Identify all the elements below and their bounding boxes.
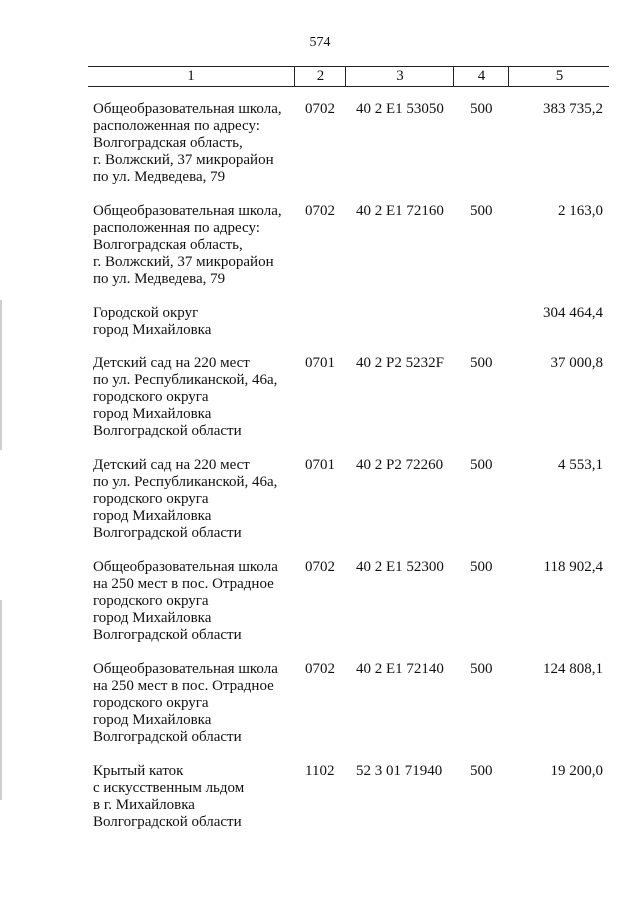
row-amount: 124 808,1 — [543, 661, 603, 677]
page-number: 574 — [309, 35, 331, 50]
row-section: 0701 — [305, 457, 335, 473]
header-col-1: 1 — [187, 68, 195, 84]
row-amount: 37 000,8 — [550, 355, 603, 371]
scan-edge-mark — [0, 300, 2, 450]
row-amount: 4 553,1 — [558, 457, 603, 473]
row-type: 500 — [470, 101, 493, 117]
header-col-2: 2 — [294, 67, 346, 86]
row-amount: 2 163,0 — [558, 203, 603, 219]
header-col-4: 4 — [453, 67, 509, 86]
row-code: 40 2 E1 72160 — [356, 203, 444, 219]
row-name: Общеобразовательная школа на 250 мест в пос. Отрадное городского округа город Михайловка Волгоградской области — [93, 559, 278, 643]
row-name: Детский сад на 220 мест по ул. Республиканской, 46а, городского округа город Михайловка Волгоградской области — [93, 457, 278, 541]
scan-edge-mark — [0, 600, 2, 800]
row-name: Городской округ город Михайловка — [93, 305, 212, 338]
row-type: 500 — [470, 661, 493, 677]
row-amount: 19 200,0 — [550, 763, 603, 779]
row-section: 0702 — [305, 559, 335, 575]
row-code: 40 2 P2 72260 — [356, 457, 444, 473]
table-header — [88, 66, 609, 87]
row-type: 500 — [470, 457, 493, 473]
row-code: 40 2 P2 5232F — [356, 355, 444, 371]
row-type: 500 — [470, 763, 493, 779]
header-col-5: 5 — [508, 67, 610, 86]
row-section: 0702 — [305, 661, 335, 677]
row-type: 500 — [470, 559, 493, 575]
row-code: 40 2 E1 72140 — [356, 661, 444, 677]
row-type: 500 — [470, 203, 493, 219]
row-name: Общеобразовательная школа, расположенная по адресу: Волгоградская область, г. Волжский, 37 микрорайон по ул. Медведева, 79 — [93, 203, 282, 287]
row-name: Общеобразовательная школа на 250 мест в пос. Отрадное городского округа город Михайловка Волгоградской области — [93, 661, 278, 745]
row-section: 0702 — [305, 101, 335, 117]
row-section: 0702 — [305, 203, 335, 219]
row-code: 40 2 E1 53050 — [356, 101, 444, 117]
row-name: Детский сад на 220 мест по ул. Республиканской, 46а, городского округа город Михайловка Волгоградской области — [93, 355, 278, 439]
row-name: Крытый каток с искусственным льдом в г. Михайловка Волгоградской области — [93, 763, 245, 830]
header-col-3: 3 — [345, 67, 454, 86]
row-amount: 383 735,2 — [543, 101, 603, 117]
row-section: 1102 — [305, 763, 335, 779]
row-code: 40 2 E1 52300 — [356, 559, 444, 575]
row-code: 52 3 01 71940 — [356, 763, 443, 779]
row-amount: 304 464,4 — [543, 305, 603, 321]
row-section: 0701 — [305, 355, 335, 371]
row-name: Общеобразовательная школа, расположенная по адресу: Волгоградская область, г. Волжский, 37 микрорайон по ул. Медведева, 79 — [93, 101, 282, 185]
row-amount: 118 902,4 — [543, 559, 603, 575]
row-type: 500 — [470, 355, 493, 371]
